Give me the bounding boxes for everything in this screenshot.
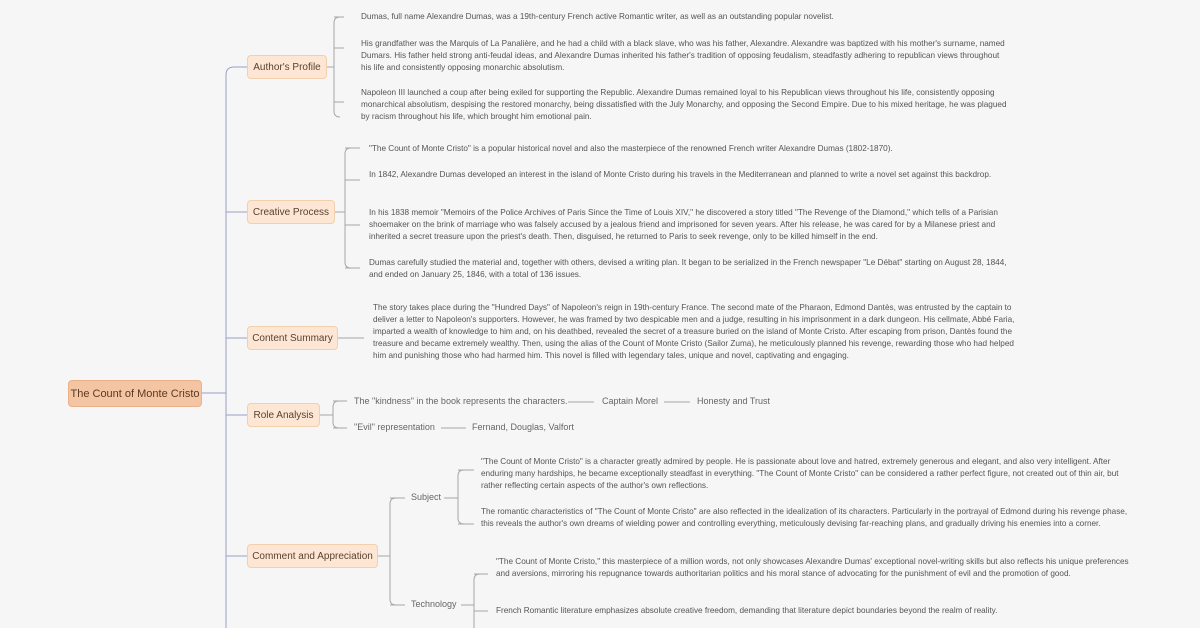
bracket-authors-profile — [327, 17, 344, 117]
branch-label: Content Summary — [252, 332, 333, 344]
technology-paragraph-2: French Romantic literature emphasizes absolute creative freedom, demanding that literature depict boundaries beyond the realm of reality. — [496, 606, 998, 615]
branch-comment-appreciation[interactable] — [247, 544, 378, 568]
branch-label: Creative Process — [252, 206, 330, 218]
branch-label: Role Analysis — [253, 409, 314, 421]
connector-authors-profile — [226, 67, 247, 75]
branch-creative-process[interactable] — [247, 200, 335, 224]
kindness-label: The "kindness" in the book represents the characters. — [354, 396, 568, 406]
branch-label: Author's Profile — [253, 61, 321, 73]
bracket-role-analysis — [320, 401, 347, 428]
subject-paragraph-1: "The Count of Monte Cristo" is a character greatly admired by people. He is passionate about love and hatred, extremely generous and elegant, and also very intelligent. After enduring many hardships, he became exceptionally steadfast in everything. "The Count of Monte Cristo" can be considered a rather perfect figure, not created out of thin air, but rather reflecting certain aspects of the author's own reflections. — [481, 457, 1119, 490]
kindness-character: Captain Morel — [602, 396, 659, 406]
root-node[interactable] — [68, 380, 202, 407]
authors-profile-paragraph-1: Dumas, full name Alexandre Dumas, was a 19th-century French active Romantic writer, as well as an outstanding popular novelist. — [361, 12, 834, 21]
evil-label: "Evil" representation — [354, 422, 435, 432]
branch-label: Comment and Appreciation — [252, 550, 373, 562]
subject-label[interactable]: Subject — [411, 492, 442, 502]
subject-paragraph-2: The romantic characteristics of "The Count of Monte Cristo" are also reflected in the idealization of its characters. Particularly in the portrayal of Edmond during his revenge phase, this reveals the author's own dreams of wielding power and controlling everything, meticulously devising far-reaching plans, and gradually driving his enemies into a corner. — [481, 507, 1128, 528]
root-label: The Count of Monte Cristo — [70, 387, 200, 400]
creative-process-paragraph-1: "The Count of Monte Cristo" is a popular historical novel and also the masterpiece of the renowned French writer Alexandre Dumas (1802-1870). — [369, 144, 893, 153]
technology-paragraph-1: "The Count of Monte Cristo," this masterpiece of a million words, not only showcases Alexandre Dumas' exceptional novel-writing skills but also reflects his unique preferences and aversions, mirroring his repugnance towards authoritarian politics and his moral stance of advocating for the punishment of evil and the promotion of good. — [496, 557, 1129, 578]
bracket-technology — [461, 574, 488, 628]
content-summary-paragraph: The story takes place during the "Hundred Days" of Napoleon's reign in 19th-century France. The second mate of the Pharaon, Edmond Dantès, was entrusted by the captain to deliver a letter to Napoleon's supporters. However, he was framed by two despicable men and a judge, resulting in his imprisonment in a dark dungeon. His cellmate, Abbé Faria, imparted a wealth of knowledge to him and, on his deathbed, revealed the secret of a treasure buried on the island of Monte Cristo. After escaping from prison, Dantès found the treasure and became extremely wealthy. Then, using the alias of the Count of Monte Cristo (Sailor Zuma), he meticulously planned his revenge, rewarding those who had helped him and punishing those who had harmed him. This novel is filled with legendary tales, unique and novel, captivating and engaging. — [373, 303, 1015, 360]
authors-profile-paragraph-3: Napoleon III launched a coup after being exiled for supporting the Republic. Alexandre Dumas remained loyal to his Republican views throughout his life, consistently opposing monarchical absolutism, despising the restored monarchy, being dissatisfied with the July Monarchy, and opposing the Second Empire. Due to his mixed heritage, he was plagued by racism throughout his life, which brought him emotional pain. — [361, 88, 1007, 121]
bracket-creative-process — [335, 148, 360, 268]
creative-process-paragraph-2: In 1842, Alexandre Dumas developed an interest in the island of Monte Cristo during his travels in the Mediterranean and planned to write a novel set against this backdrop. — [369, 170, 992, 179]
branch-role-analysis[interactable] — [247, 403, 320, 427]
creative-process-paragraph-4: Dumas carefully studied the material and, together with others, devised a writing plan. It began to be serialized in the French newspaper "Le Débat" starting on August 28, 1844, and ended on January 25, 1846, with a total of 136 issues. — [369, 258, 1007, 279]
branch-content-summary[interactable] — [247, 326, 338, 350]
bracket-subject — [444, 470, 474, 524]
kindness-trait: Honesty and Trust — [697, 396, 771, 406]
branch-authors-profile[interactable] — [247, 55, 327, 79]
bracket-comment — [378, 498, 405, 605]
evil-characters: Fernand, Douglas, Valfort — [472, 422, 574, 432]
creative-process-paragraph-3: In his 1838 memoir "Memoirs of the Police Archives of Paris Since the Time of Louis XIV," he discovered a story titled "The Revenge of the Diamond," which tells of a Parisian shoemaker on the brink of marriage who was falsely accused by a jealous friend and imprisoned for seven years. After his release, he was cared for by a Milanese priest and inherited a secret treasure upon the priest's death. Then, disguised, he returned to Paris to seek revenge, only to be killed himself in the end. — [369, 208, 998, 241]
authors-profile-paragraph-2: His grandfather was the Marquis of La Panalière, and he had a child with a black slave, who was his father, Alexandre. Alexandre was baptized with his mother's surname, named Dumars. His father held strong anti-feudal ideas, and Alexandre Dumas inherited his father's tradition of opposing feudalism, steadfastly adhering to republican views throughout his life and consistently opposing monarchic absolutism. — [361, 39, 1005, 72]
technology-label[interactable]: Technology — [411, 599, 457, 609]
